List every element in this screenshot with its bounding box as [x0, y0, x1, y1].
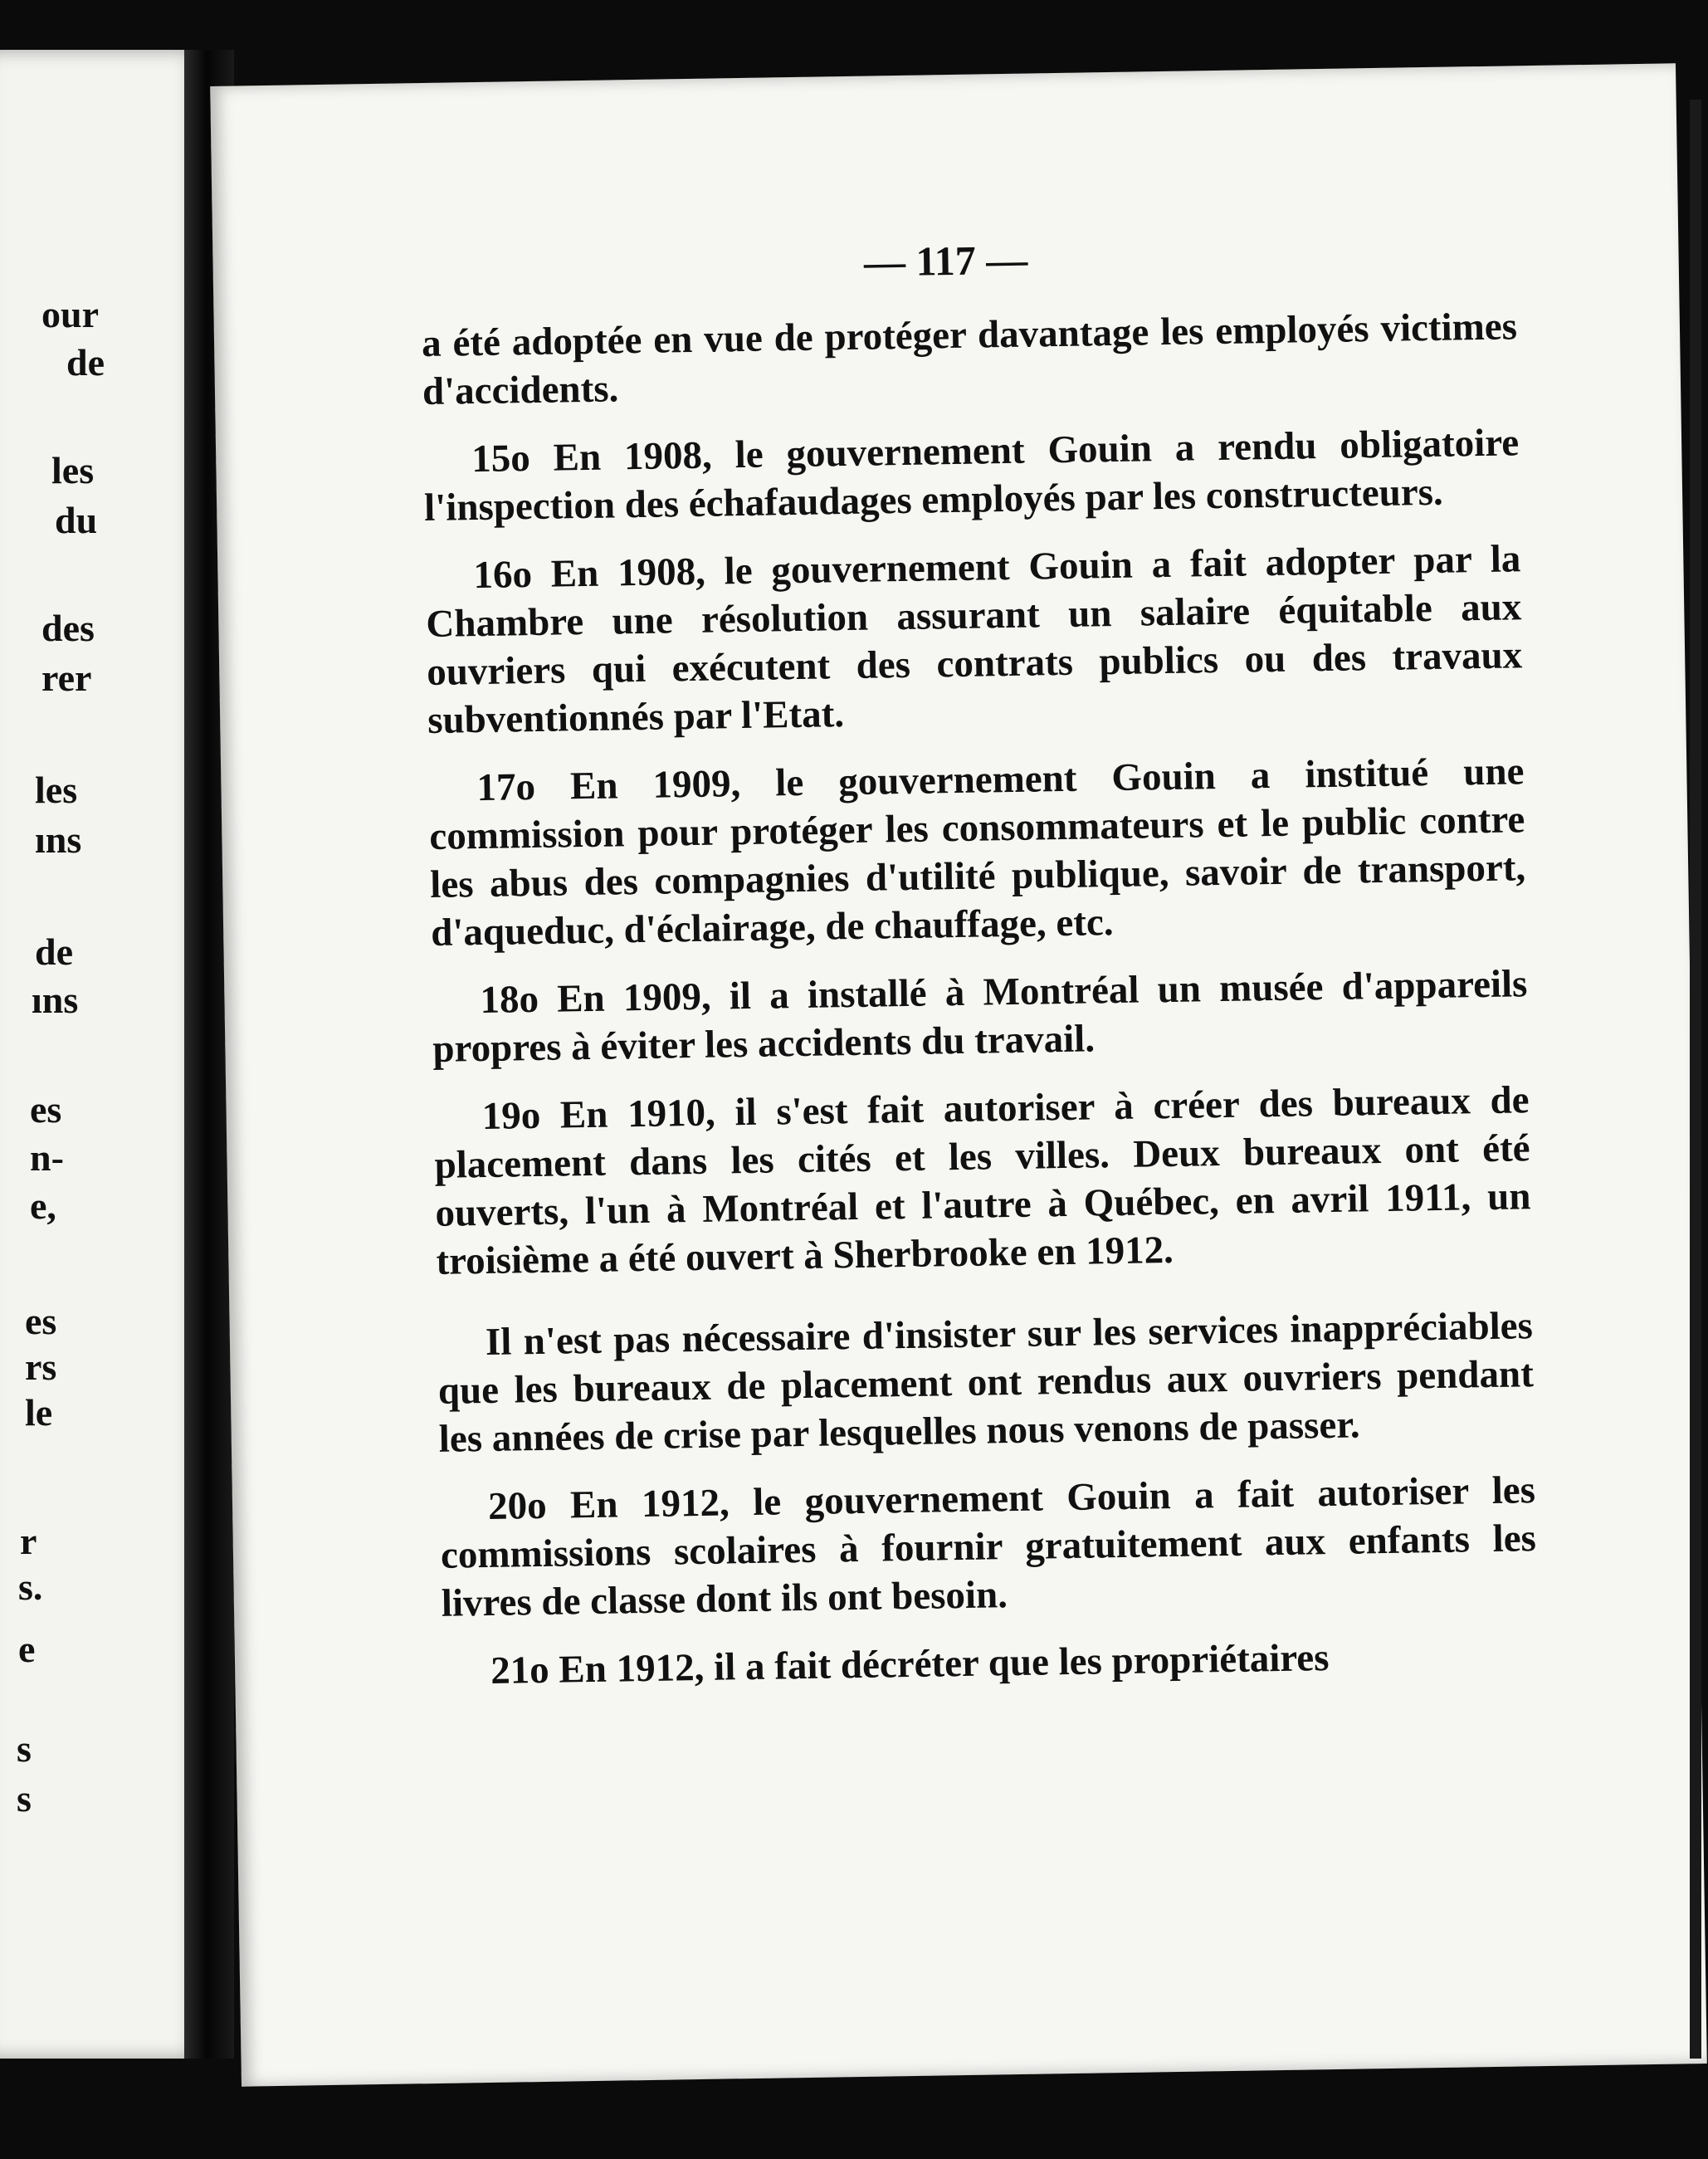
paragraph: 18o En 1909, il a installé à Montréal un musée d'appareils propres à éviter les accidents du travail. [432, 962, 1528, 1071]
left-page-fragment: de [66, 341, 105, 383]
body-text [422, 302, 1539, 1716]
left-page-fragment: our [41, 293, 99, 335]
left-page-fragment: s. [18, 1566, 43, 1608]
left-page-fragment: rs [25, 1346, 57, 1388]
paragraph: 16o En 1908, le gouvernement Gouin a fait adopter par la Chambre une résolution assurant un salaire équitable aux ouvriers qui exécutent des contrats publics ou des travaux subventionnés par l'Etat. [425, 537, 1523, 742]
paragraph: 20o En 1912, le gouvernement Gouin a fait autoriser les commissions scolaires à fournir gratuitement aux enfants les livres de classe dont ils ont besoin. [440, 1468, 1537, 1625]
left-page-fragment: rer [41, 657, 92, 699]
main-page [210, 63, 1707, 2086]
left-page-fragment: es [30, 1088, 62, 1131]
left-page-fragment: les [35, 769, 78, 811]
left-page-fragment: ıns [35, 818, 82, 861]
left-page-fragment: e, [30, 1185, 56, 1227]
left-page-fragment: du [55, 499, 98, 541]
paragraph: 19o En 1910, il s'est fait autoriser à créer des bureaux de placement dans les cités et les villes. Deux bureaux ont été ouverts, l'un à Montréal et l'autre à Québec, en avril 1911, un troisième a été ouvert à Sherbrooke en 1912. [434, 1078, 1531, 1283]
left-page-fragment: s [17, 1777, 32, 1820]
left-page-fragment: n- [30, 1136, 64, 1179]
left-facing-page [0, 50, 207, 2059]
paragraph: 17o En 1909, le gouvernement Gouin a institué une commission pour protéger les consommateurs et le public contre les abus des compagnies d'utilité publique, savoir de transport, d'aqueduc, d'éclairage, de chauffage, etc. [429, 750, 1526, 955]
left-page-fragment: des [41, 607, 95, 649]
page-edge-shadow [1690, 100, 1701, 2059]
paragraph: a été adoptée en vue de protéger davantage les employés victimes d'accidents. [421, 305, 1518, 414]
page-number: — 117 — [863, 236, 1028, 286]
left-page-fragment: le [25, 1391, 53, 1434]
paragraph: 15o En 1908, le gouvernement Gouin a rendu obligatoire l'inspection des échafaudages employés par les constructeurs. [423, 421, 1520, 530]
left-page-fragment: ıns [32, 979, 79, 1021]
left-page-fragment: es [25, 1300, 57, 1342]
left-page-fragment: r [20, 1520, 37, 1562]
left-page-fragment: de [35, 931, 73, 973]
left-page-fragment: s [17, 1727, 32, 1770]
paragraph: 21o En 1912, il a fait décréter que les propriétaires [490, 1636, 1330, 1693]
left-page-fragment: e [18, 1628, 36, 1670]
left-page-fragment: les [51, 449, 95, 491]
paragraph: Il n'est pas nécessaire d'insister sur les services inappréciables que les bureaux de placement ont rendus aux ouvriers pendant les années de crise par lesquelles nous venons de passer. [437, 1304, 1535, 1461]
